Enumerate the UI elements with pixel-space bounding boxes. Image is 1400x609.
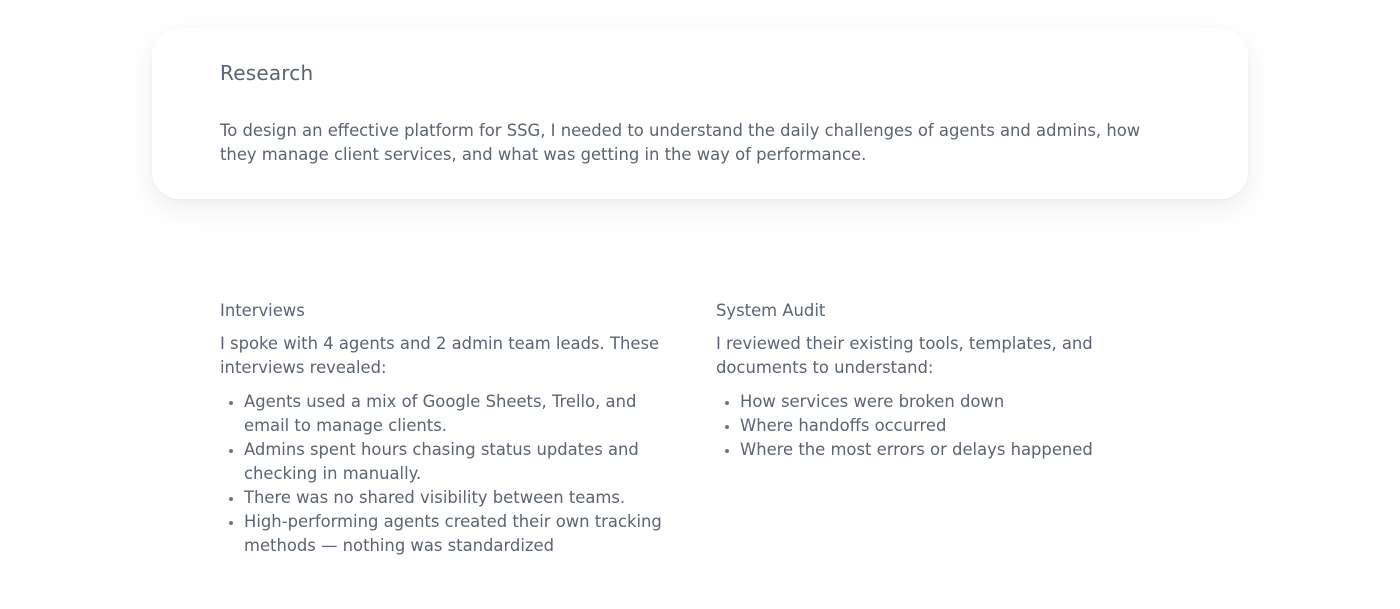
list-item bbox=[220, 486, 678, 510]
research-description: To design an effective platform for SSG, I needed to understand the daily challenges of agents and admins, how they manage client services, and what was getting in the way of performance. bbox=[220, 121, 1141, 164]
list-item bbox=[220, 438, 678, 486]
interviews-intro: I spoke with 4 agents and 2 admin team leads. These interviews revealed: bbox=[220, 334, 660, 377]
list-item-text: Admins spent hours chasing status updates and checking in manually. bbox=[244, 440, 639, 483]
bullet-icon bbox=[229, 449, 233, 453]
system-audit-intro: I reviewed their existing tools, templates, and documents to understand: bbox=[716, 334, 1093, 377]
bullet-icon bbox=[725, 401, 729, 405]
list-item-text: How services were broken down bbox=[740, 392, 1005, 411]
bullet-icon bbox=[229, 497, 233, 501]
bullet-icon bbox=[229, 521, 233, 525]
interviews-findings-list bbox=[220, 390, 678, 558]
list-item-text: There was no shared visibility between teams. bbox=[244, 488, 626, 507]
list-item-text: Where handoffs occurred bbox=[740, 416, 947, 435]
list-item-text: Where the most errors or delays happened bbox=[740, 440, 1093, 459]
system-audit-title: System Audit bbox=[716, 301, 826, 320]
interviews-section bbox=[220, 298, 678, 558]
list-item-text: High-performing agents created their own tracking methods — nothing was standardized bbox=[244, 512, 662, 555]
system-audit-list bbox=[716, 390, 1184, 462]
list-item bbox=[220, 510, 678, 558]
bullet-icon bbox=[725, 449, 729, 453]
research-card bbox=[152, 28, 1248, 199]
bullet-icon bbox=[229, 401, 233, 405]
list-item bbox=[716, 414, 1184, 438]
interviews-title: Interviews bbox=[220, 301, 305, 320]
list-item bbox=[716, 438, 1184, 462]
system-audit-section bbox=[716, 298, 1184, 462]
list-item bbox=[220, 390, 678, 438]
bullet-icon bbox=[725, 425, 729, 429]
research-title: Research bbox=[220, 61, 314, 85]
list-item bbox=[716, 390, 1184, 414]
list-item-text: Agents used a mix of Google Sheets, Trello, and email to manage clients. bbox=[244, 392, 637, 435]
